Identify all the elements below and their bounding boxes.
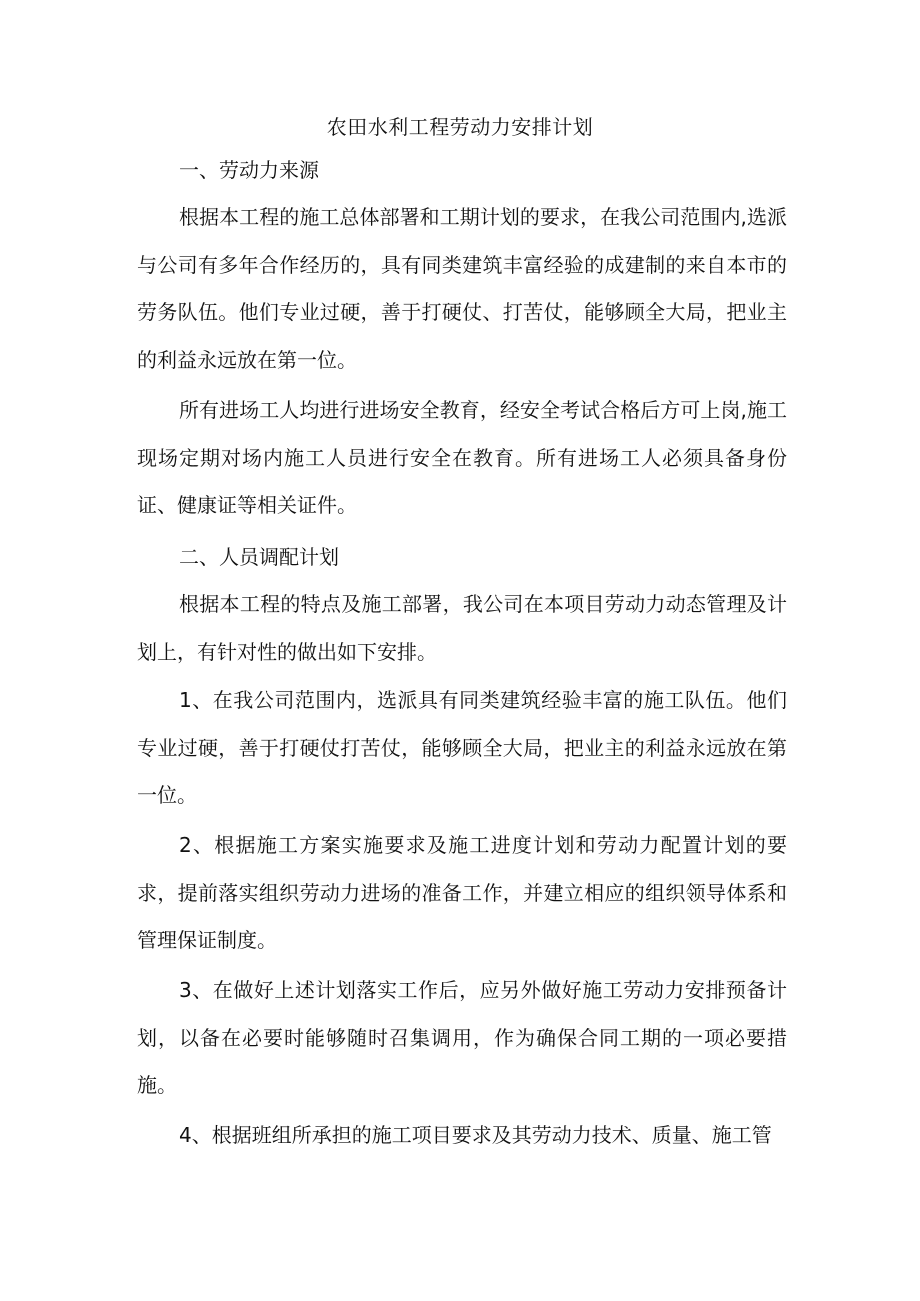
section-heading-labor-source: 一、劳动力来源	[179, 158, 319, 182]
paragraph-staffing-intro: 根据本工程的特点及施工部署，我公司在本项目劳动力动态管理及计划上，有针对性的做出如下安排。	[137, 592, 787, 664]
list-item-1: 1、在我公司范围内，选派具有同类建筑经验丰富的施工队伍。他们专业过硬，善于打硬仗打苦仗，能够顾全大局，把业主的利益永远放在第一位。	[137, 688, 787, 807]
document-title: 农田水利工程劳动力安排计划	[326, 115, 594, 139]
section-heading-staffing-plan: 二、人员调配计划	[179, 545, 339, 569]
list-item-2: 2、根据施工方案实施要求及施工进度计划和劳动力配置计划的要求，提前落实组织劳动力进场的准备工作，并建立相应的组织领导体系和管理保证制度。	[137, 833, 787, 952]
list-item-4: 4、根据班组所承担的施工项目要求及其劳动力技术、质量、施工管	[179, 1123, 772, 1147]
list-item-3: 3、在做好上述计划落实工作后，应另外做好施工劳动力安排预备计划，以备在必要时能够随时召集调用，作为确保合同工期的一项必要措施。	[137, 978, 787, 1097]
paragraph-labor-source: 根据本工程的施工总体部署和工期计划的要求，在我公司范围内,选派与公司有多年合作经历的，具有同类建筑丰富经验的成建制的来自本市的劳务队伍。他们专业过硬，善于打硬仗、打苦仗，能够顾全大局，把业主的利益永远放在第一位。	[137, 205, 787, 372]
paragraph-safety-education: 所有进场工人均进行进场安全教育，经安全考试合格后方可上岗,施工现场定期对场内施工人员进行安全在教育。所有进场工人必须具备身份证、健康证等相关证件。	[137, 398, 787, 517]
